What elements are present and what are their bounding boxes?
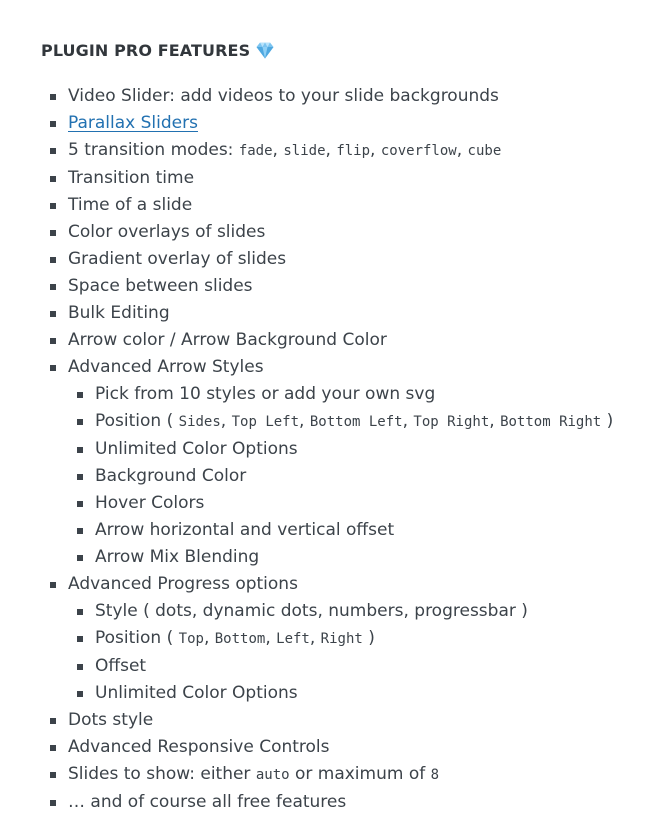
sub-list-item xyxy=(95,598,613,625)
list-item xyxy=(68,327,613,354)
list-item xyxy=(68,246,613,273)
heading-text: PLUGIN PRO FEATURES xyxy=(41,41,251,60)
arrow-sub-list xyxy=(68,381,613,571)
position-code: Right xyxy=(320,631,363,647)
progress-sub-list xyxy=(68,598,613,707)
sub-list-item xyxy=(95,680,613,707)
sub-list-item xyxy=(95,463,613,490)
position-code: Top xyxy=(178,631,204,647)
arrow-position-label: Position ( xyxy=(95,411,179,431)
position-code: Top Right xyxy=(413,414,490,430)
feature-advanced-arrow: Advanced Arrow Styles xyxy=(68,357,264,377)
mode-code: slide xyxy=(283,143,326,159)
slides-to-show-middle: or maximum of xyxy=(289,764,431,784)
section-heading xyxy=(41,40,274,62)
feature-dots-style: Dots style xyxy=(68,710,154,730)
position-code: Left xyxy=(276,631,310,647)
position-code: Sides xyxy=(178,414,221,430)
feature-time-of-slide: Time of a slide xyxy=(68,195,193,215)
gem-icon xyxy=(256,42,274,59)
arrow-hover-colors: Hover Colors xyxy=(95,493,205,513)
list-item xyxy=(68,83,613,110)
position-code: Top Left xyxy=(231,414,300,430)
transition-modes-label: 5 transition modes: xyxy=(68,140,239,160)
progress-position-label: Position ( xyxy=(95,628,179,648)
feature-responsive-controls: Advanced Responsive Controls xyxy=(68,737,330,757)
mode-code: flip xyxy=(336,143,371,159)
feature-color-overlays: Color overlays of slides xyxy=(68,222,266,242)
max-code: 8 xyxy=(430,767,440,783)
sub-list-item xyxy=(95,381,613,408)
slides-to-show-label: Slides to show: either xyxy=(68,764,256,784)
progress-style: Style ( dots, dynamic dots, numbers, progressbar ) xyxy=(95,601,528,621)
list-item xyxy=(68,761,613,789)
feature-space-between: Space between slides xyxy=(68,276,253,296)
list-item xyxy=(68,110,613,137)
list-item xyxy=(68,734,613,761)
list-item xyxy=(68,789,613,816)
list-item xyxy=(68,273,613,300)
features-list xyxy=(0,83,613,816)
sub-list-item xyxy=(95,436,613,463)
arrow-unlimited-colors: Unlimited Color Options xyxy=(95,439,298,459)
sub-list-item xyxy=(95,544,613,571)
auto-code: auto xyxy=(255,767,290,783)
arrow-position-suffix: ) xyxy=(601,411,614,431)
list-item xyxy=(68,354,613,571)
position-code: Bottom Right xyxy=(500,414,602,430)
sub-list-item xyxy=(95,653,613,680)
sub-list-item xyxy=(95,517,613,544)
feature-free-features: … and of course all free features xyxy=(68,792,347,812)
feature-transition-time: Transition time xyxy=(68,168,195,188)
arrow-mix-blending: Arrow Mix Blending xyxy=(95,547,260,567)
feature-video-slider: Video Slider: add videos to your slide backgrounds xyxy=(68,86,499,106)
feature-gradient-overlay: Gradient overlay of slides xyxy=(68,249,287,269)
progress-unlimited-colors: Unlimited Color Options xyxy=(95,683,298,703)
list-item xyxy=(68,300,613,327)
position-code: Bottom Left xyxy=(309,414,403,430)
progress-offset: Offset xyxy=(95,656,147,676)
parallax-sliders-link[interactable]: Parallax Sliders xyxy=(68,113,198,133)
progress-position-suffix: ) xyxy=(362,628,375,648)
list-item xyxy=(68,219,613,246)
list-item xyxy=(68,707,613,734)
feature-bulk-editing: Bulk Editing xyxy=(68,303,170,323)
list-item xyxy=(68,192,613,219)
mode-code: coverflow xyxy=(380,143,457,159)
feature-arrow-color: Arrow color / Arrow Background Color xyxy=(68,330,387,350)
feature-advanced-progress: Advanced Progress options xyxy=(68,574,298,594)
sub-list-item xyxy=(95,490,613,517)
mode-code: cube xyxy=(467,143,502,159)
position-code: Bottom xyxy=(214,631,266,647)
arrow-background-color: Background Color xyxy=(95,466,247,486)
sub-list-item: Position ( Top, Bottom, Left, Right ) xyxy=(95,625,613,653)
sub-list-item: Position ( Sides, Top Left, Bottom Left, Top Right, Bottom Right ) xyxy=(95,408,613,436)
arrow-pick-styles: Pick from 10 styles or add your own svg xyxy=(95,384,436,404)
mode-code: fade xyxy=(238,143,273,159)
list-item xyxy=(68,571,613,707)
arrow-offset: Arrow horizontal and vertical offset xyxy=(95,520,395,540)
list-item: 5 transition modes: fade, slide, flip, coverflow, cube xyxy=(68,137,613,165)
list-item xyxy=(68,165,613,192)
